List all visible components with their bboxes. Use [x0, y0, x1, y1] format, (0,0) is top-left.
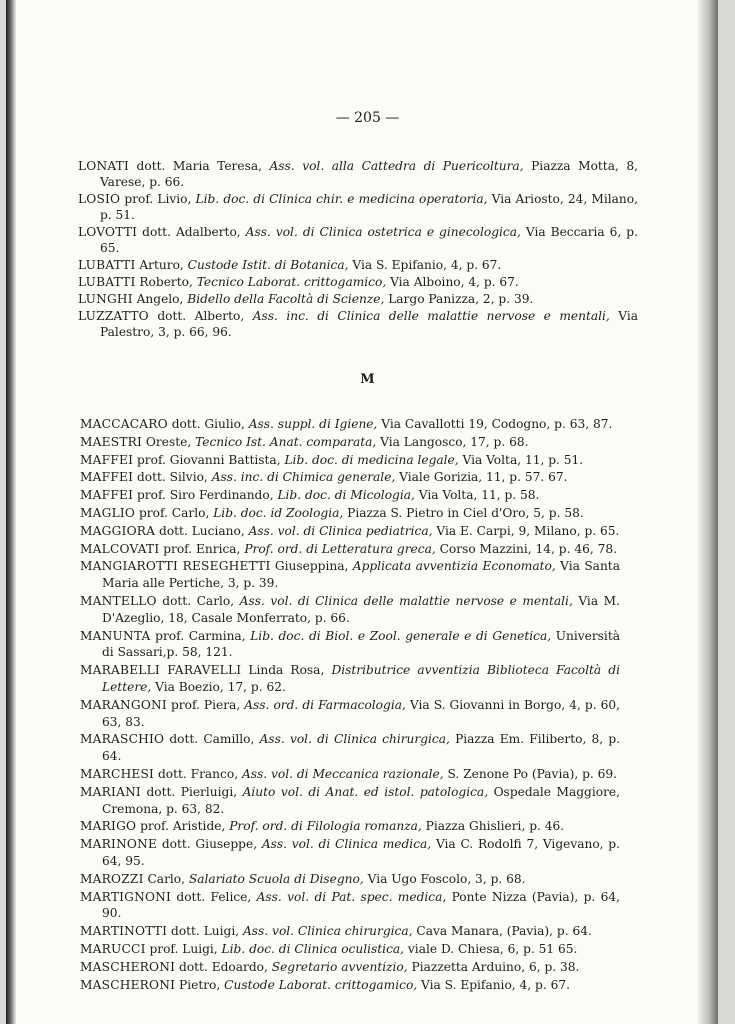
list-item: MASCHERONI dott. Edoardo, Segretario avventizio, Piazzetta Arduino, 6, p. 38.	[80, 959, 580, 974]
list-item: MAFFEI dott. Silvio, Ass. inc. di Chimica generale, Viale Gorizia, 11, p. 57. 67.	[80, 470, 568, 485]
list-item: MARCHESI dott. Franco, Ass. vol. di Meccanica razionale, S. Zenone Po (Pavia), p. 69.	[80, 766, 618, 781]
list-item: MANUNTA prof. Carmina, Lib. doc. di Biol. e Zool. generale e di Genetica, Università di Sassari,p. 58, 121.	[80, 628, 620, 660]
list-item: LUBATTI Roberto, Tecnico Laborat. crittogamico, Via Alboino, 4, p. 67.	[78, 275, 519, 289]
list-item: LUNGHI Angelo, Bidello della Facoltà di Scienze, Largo Panizza, 2, p. 39.	[78, 292, 534, 306]
list-item: MARTINOTTI dott. Luigi, Ass. vol. Clinica chirurgica, Cava Manara, (Pavia), p. 64.	[80, 924, 592, 939]
section-heading: M	[360, 372, 375, 387]
list-item: MARTIGNONI dott. Felice, Ass. vol. di Pat. spec. medica, Ponte Nizza (Pavia), p. 64, 90.	[80, 889, 621, 921]
list-item: LONATI dott. Maria Teresa, Ass. vol. alla Cattedra di Puericoltura, Piazza Motta, 8, Varese, p. 66.	[78, 159, 638, 189]
list-item: MANTELLO dott. Carlo, Ass. vol. di Clinica delle malattie nervose e mentali, Via M. D'Azeglio, 18, Casale Monferrato, p. 66.	[80, 593, 620, 625]
list-item: LUBATTI Arturo, Custode Istit. di Botanica, Via S. Epifanio, 4, p. 67.	[78, 258, 502, 272]
list-item: MAESTRI Oreste, Tecnico Ist. Anat. comparata, Via Langosco, 17, p. 68.	[80, 434, 529, 449]
list-item: MALCOVATI prof. Enrica, Prof. ord. di Letteratura greca, Corso Mazzini, 14, p. 46, 78.	[80, 541, 617, 556]
list-item: MAGGIORA dott. Luciano, Ass. vol. di Clinica pediatrica, Via E. Carpi, 9, Milano, p. 65.	[80, 523, 620, 538]
list-item: MARINONE dott. Giuseppe, Ass. vol. di Clinica medica, Via C. Rodolfi 7, Vigevano, p. 64, 95.	[80, 837, 620, 868]
list-item: MARUCCI prof. Luigi, Lib. doc. di Clinica oculistica, viale D. Chiesa, 6, p. 51 65.	[80, 941, 578, 956]
page-number: — 205 —	[335, 110, 400, 126]
list-item: MAFFEI prof. Giovanni Battista, Lib. doc. di medicina legale, Via Volta, 11, p. 51.	[80, 452, 584, 467]
page-right-edge	[698, 0, 718, 1024]
list-item: LOSIO prof. Livio, Lib. doc. di Clinica chir. e medicina operatoria, Via Ariosto, 24, Milano, p. 51.	[78, 192, 638, 222]
list-item: LUZZATTO dott. Alberto, Ass. inc. di Clinica delle malattie nervose e mentali, Via Palestro, 3, p. 66, 96.	[78, 309, 638, 339]
entries-m-list	[80, 416, 620, 994]
list-item: MARIANI dott. Pierluigi, Aiuto vol. di Anat. ed istol. patologica, Ospedale Maggiore, Cremona, p. 63, 82.	[80, 784, 620, 816]
list-item: MANGIAROTTI RESEGHETTI Giuseppina, Applicata avventizia Economato, Via Santa Maria alle Pertiche, 3, p. 39.	[80, 559, 620, 591]
entries-l-list	[78, 158, 638, 341]
list-item: MAROZZI Carlo, Salariato Scuola di Disegno, Via Ugo Foscolo, 3, p. 68.	[80, 871, 526, 886]
list-item: MARIGO prof. Aristide, Prof. ord. di Filologia romanza, Piazza Ghislieri, p. 46.	[80, 819, 565, 834]
page-left-edge	[6, 0, 16, 1024]
list-item: MAFFEI prof. Siro Ferdinando, Lib. doc. di Micologia, Via Volta, 11, p. 58.	[80, 488, 540, 503]
list-item: MACCACARO dott. Giulio, Ass. suppl. di Igiene, Via Cavallotti 19, Codogno, p. 63, 87.	[80, 417, 613, 431]
list-item: MAGLIO prof. Carlo, Lib. doc. id Zoologia, Piazza S. Pietro in Ciel d'Oro, 5, p. 58.	[80, 505, 584, 520]
list-item: MASCHERONI Pietro, Custode Laborat. crittogamico, Via S. Epifanio, 4, p. 67.	[80, 977, 570, 992]
list-item: MARABELLI FARAVELLI Linda Rosa, Distributrice avventizia Biblioteca Facoltà di Lettere, Via Boezio, 17, p. 62.	[80, 663, 620, 694]
list-item: MARANGONI prof. Piera, Ass. ord. di Farmacologia, Via S. Giovanni in Borgo, 4, p. 60, 63, 83.	[80, 697, 620, 729]
list-item: MARASCHIO dott. Camillo, Ass. vol. di Clinica chirurgica, Piazza Em. Filiberto, 8, p. 64.	[80, 732, 621, 764]
list-item: LOVOTTI dott. Adalberto, Ass. vol. di Clinica ostetrica e ginecologica, Via Beccaria 6, p. 65.	[78, 225, 638, 255]
